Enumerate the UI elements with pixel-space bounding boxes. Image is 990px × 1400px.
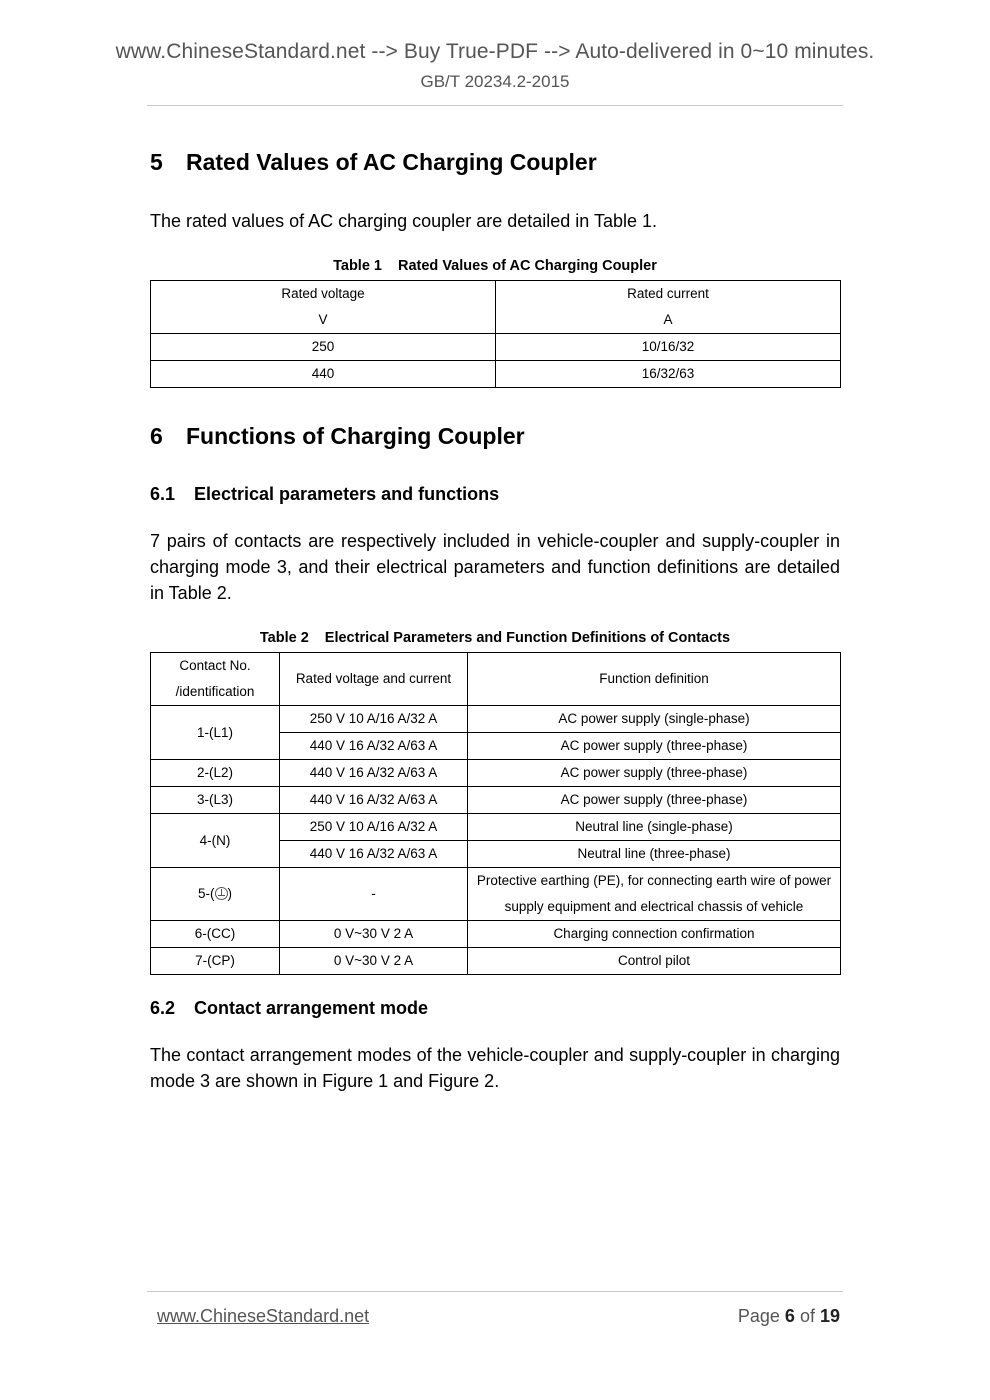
header-label: Contact No. (179, 658, 251, 673)
section-title: Rated Values of AC Charging Coupler (186, 149, 597, 175)
header-divider (147, 105, 843, 106)
contact-cell: 6-(CC) (151, 921, 280, 948)
rating-cell: 440 V 16 A/32 A/63 A (280, 787, 468, 814)
header-unit: V (318, 312, 328, 327)
subsection-title: Contact arrangement mode (194, 998, 429, 1018)
subsection-number: 6.2 (150, 998, 176, 1018)
current-cell: 10/16/32 (496, 334, 841, 361)
subsection-6-2-text: The contact arrangement modes of the vehicle-coupler and supply-coupler in charging mode 3 are shown in Figure 1 and Figure 2. (150, 1045, 840, 1091)
table-header-row (151, 653, 841, 706)
table-row (151, 868, 841, 921)
function-cell: Neutral line (three-phase) (468, 841, 841, 868)
footer-divider (147, 1291, 843, 1292)
table-header-row (151, 281, 841, 334)
rating-cell: - (280, 868, 468, 921)
subsection-title: Electrical parameters and functions (194, 484, 500, 504)
table-row (151, 787, 841, 814)
function-cell: Neutral line (single-phase) (468, 814, 841, 841)
table-1-caption (150, 258, 840, 274)
section-number: 6 (150, 423, 163, 449)
caption-title: Rated Values of AC Charging Coupler (398, 258, 657, 274)
of-word: of (799, 1306, 815, 1326)
section-6-heading (150, 423, 525, 450)
table-row (151, 814, 841, 841)
current-cell: 16/32/63 (496, 361, 841, 388)
contact-cell: 2-(L2) (151, 760, 280, 787)
subsection-number: 6.1 (150, 484, 176, 504)
table-row (151, 948, 841, 975)
section-5-heading (150, 149, 597, 176)
earth-ground-icon (215, 887, 228, 900)
function-cell: AC power supply (three-phase) (468, 760, 841, 787)
footer-website-link[interactable]: www.ChineseStandard.net (157, 1306, 370, 1326)
rating-header-cell: Rated voltage and current (280, 653, 468, 706)
table-2-caption (150, 630, 840, 646)
header-cell (496, 281, 841, 334)
standard-number: GB/T 20234.2-2015 (420, 72, 570, 91)
function-line: supply equipment and electrical chassis of vehicle (504, 899, 804, 914)
caption-number: Table 1 (333, 258, 382, 274)
rating-cell: 250 V 10 A/16 A/32 A (280, 814, 468, 841)
table-1 (150, 280, 841, 388)
subsection-6-1-heading (150, 484, 499, 505)
function-cell (468, 868, 841, 921)
rating-cell: 440 V 16 A/32 A/63 A (280, 733, 468, 760)
header-label: Rated voltage (281, 286, 365, 301)
table-row (151, 706, 841, 733)
rating-cell: 250 V 10 A/16 A/32 A (280, 706, 468, 733)
table-row (151, 334, 841, 361)
page-word: Page (737, 1306, 780, 1326)
header-cell (151, 281, 496, 334)
function-header-cell: Function definition (468, 653, 841, 706)
contact-cell: 3-(L3) (151, 787, 280, 814)
page-indicator (738, 1306, 840, 1327)
section-5-intro: The rated values of AC charging coupler are detailed in Table 1. (150, 211, 657, 231)
section-title: Functions of Charging Coupler (186, 423, 525, 449)
subsection-6-1-text: 7 pairs of contacts are respectively included in vehicle-coupler and supply-coupler in charging mode 3, and their electrical parameters and function definitions are detailed in Table 2. (150, 531, 840, 603)
header-label: Rated current (627, 286, 709, 301)
function-cell: AC power supply (three-phase) (468, 733, 841, 760)
rating-cell: 440 V 16 A/32 A/63 A (280, 841, 468, 868)
contact-cell: 7-(CP) (151, 948, 280, 975)
current-page-number: 6 (784, 1306, 795, 1326)
section-number: 5 (150, 149, 163, 175)
subsection-6-2-heading (150, 998, 428, 1019)
contact-suffix: ) (227, 886, 232, 901)
table-row (151, 361, 841, 388)
total-pages-number: 19 (819, 1306, 840, 1326)
rating-cell: 0 V~30 V 2 A (280, 921, 468, 948)
header-unit: A (663, 312, 673, 327)
contact-cell: 4-(N) (151, 814, 280, 868)
voltage-cell: 440 (151, 361, 496, 388)
rating-cell: 440 V 16 A/32 A/63 A (280, 760, 468, 787)
function-cell: AC power supply (single-phase) (468, 706, 841, 733)
function-cell: Control pilot (468, 948, 841, 975)
contact-cell (151, 868, 280, 921)
function-line: Protective earthing (PE), for connecting earth wire of power (476, 873, 832, 888)
contact-cell: 1-(L1) (151, 706, 280, 760)
rating-cell: 0 V~30 V 2 A (280, 948, 468, 975)
caption-title: Electrical Parameters and Function Definitions of Contacts (324, 630, 731, 646)
contact-prefix: 5-( (198, 886, 215, 901)
header-banner: www.ChineseStandard.net --> Buy True-PDF --> Auto-delivered in 0~10 minutes. (115, 40, 875, 63)
table-row (151, 760, 841, 787)
function-cell: AC power supply (three-phase) (468, 787, 841, 814)
caption-number: Table 2 (259, 630, 309, 646)
table-2 (150, 652, 841, 975)
contact-header-cell (151, 653, 280, 706)
table-row (151, 921, 841, 948)
voltage-cell: 250 (151, 334, 496, 361)
function-cell: Charging connection confirmation (468, 921, 841, 948)
header-label: /identification (175, 684, 255, 699)
